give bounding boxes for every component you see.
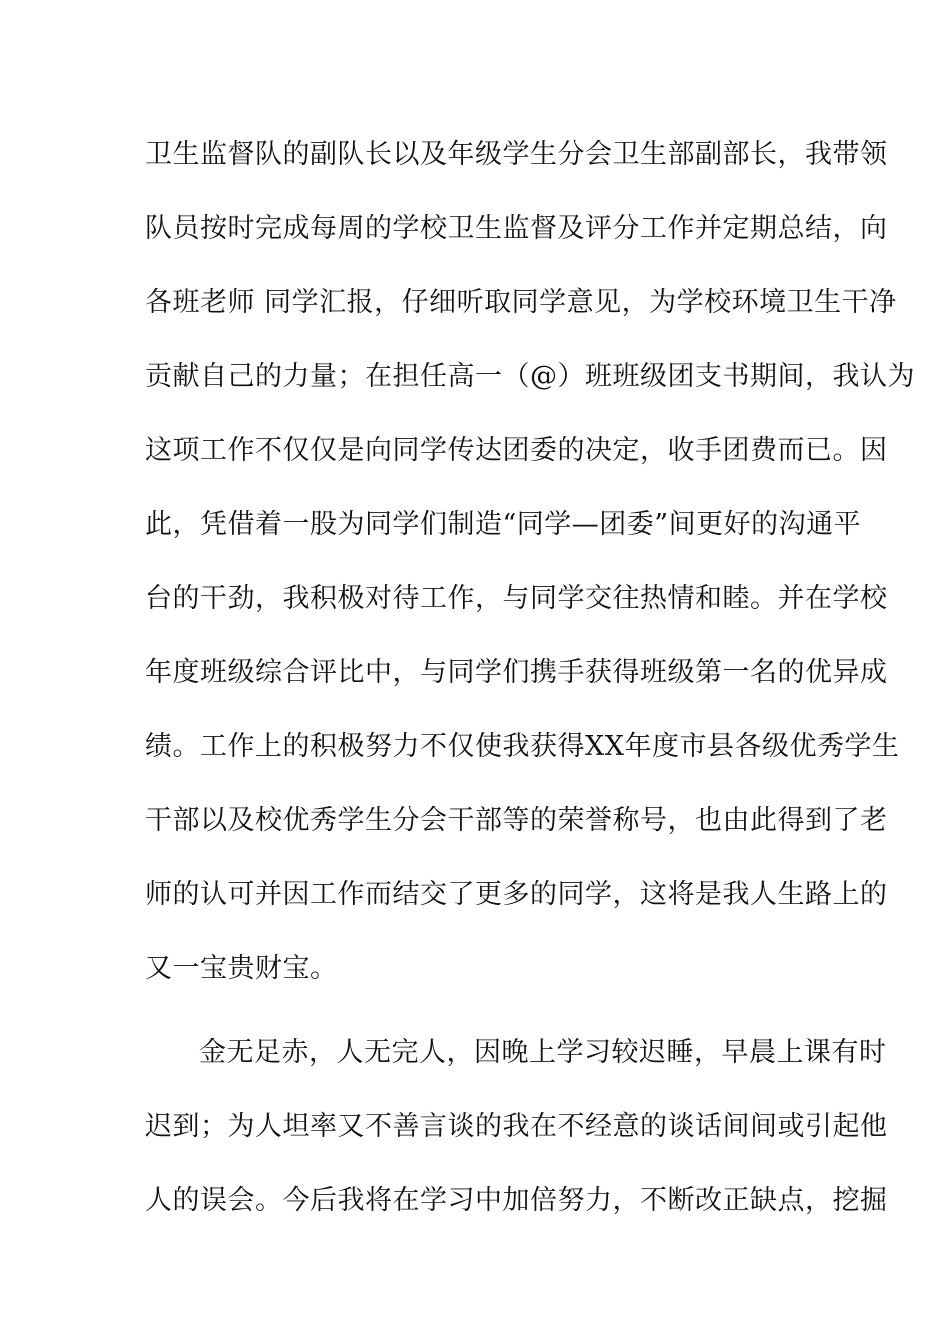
text-line: 又一宝贵财宝。 xyxy=(145,953,338,984)
text-line: 人的误会。今后我将在学习中加倍努力，不断改正缺点，挖掘 xyxy=(145,1185,888,1216)
text-line: 年度班级综合评比中，与同学们携手获得班级第一名的优异成 xyxy=(145,657,888,688)
text-line: 迟到；为人坦率又不善言谈的我在不经意的谈话间间或引起他 xyxy=(145,1111,888,1142)
text-line: 这项工作不仅仅是向同学传达团委的决定，收手团费而已。因 xyxy=(145,435,888,466)
text-line: 此，凭借着一股为同学们制造“同学—团委”间更好的沟通平 xyxy=(145,509,862,540)
text-line: 各班老师 同学汇报，仔细听取同学意见，为学校环境卫生干净 xyxy=(145,287,897,318)
text-line: 卫生监督队的副队长以及年级学生分会卫生部副部长，我带领 xyxy=(145,139,888,170)
body-text xyxy=(145,128,915,1248)
paragraph-first-line: 金无足赤，人无完人，因晚上学习较迟睡，早晨上课有时 xyxy=(199,1037,887,1068)
text-line: 绩。工作上的积极努力不仅使我获得XX年度市县各级优秀学生 xyxy=(145,731,900,762)
text-line: 师的认可并因工作而结交了更多的同学，这将是我人生路上的 xyxy=(145,879,888,910)
text-line: 台的干劲，我积极对待工作，与同学交往热情和睦。并在学校 xyxy=(145,583,888,614)
text-line: 队员按时完成每周的学校卫生监督及评分工作并定期总结，向 xyxy=(145,213,888,244)
text-line: 贡献自己的力量；在担任高一（@）班班级团支书期间，我认为 xyxy=(145,361,915,392)
text-line: 干部以及校优秀学生分会干部等的荣誉称号，也由此得到了老 xyxy=(145,805,888,836)
